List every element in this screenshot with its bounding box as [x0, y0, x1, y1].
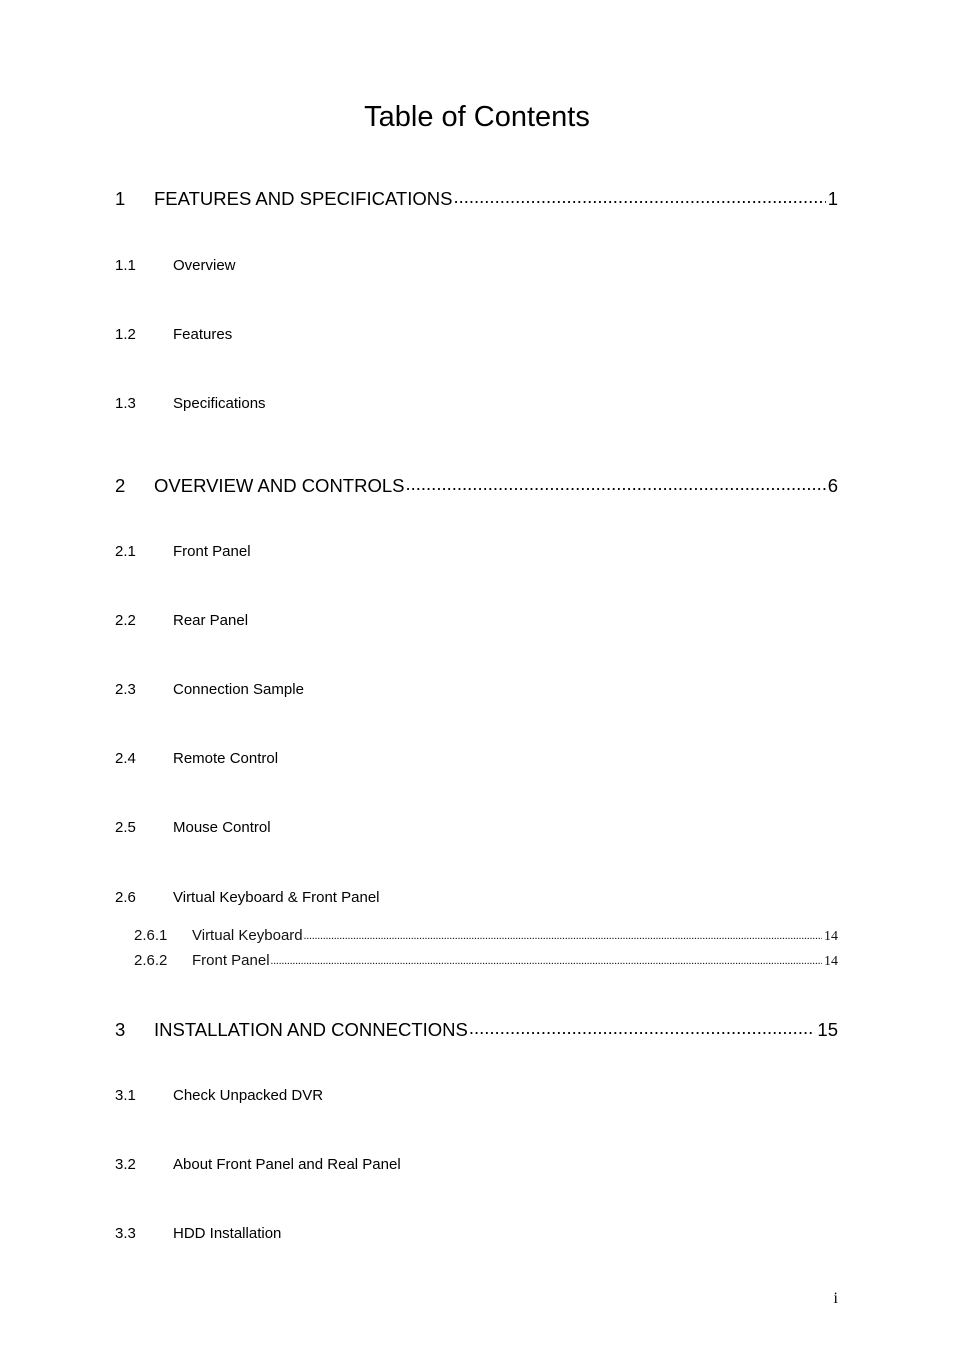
- toc-subsection-2-6-2[interactable]: [134, 951, 838, 971]
- toc-section-1-3[interactable]: [115, 395, 838, 415]
- chapter-number: 1: [115, 187, 126, 209]
- section-number: 3.1: [115, 1087, 136, 1104]
- chapter-page: 1: [827, 187, 838, 209]
- toc-chapter-1[interactable]: [115, 186, 838, 210]
- section-number: 2.5: [115, 819, 136, 836]
- subsection-title: Front Panel: [192, 952, 270, 969]
- subsection-number: 2.6.2: [134, 952, 168, 969]
- section-number: 3.3: [115, 1225, 136, 1242]
- section-number: 2.1: [115, 543, 136, 560]
- section-title: Remote Control: [173, 750, 279, 767]
- toc-section-3-3[interactable]: [115, 1225, 838, 1245]
- section-number: 2.4: [115, 750, 136, 767]
- toc-section-3-2[interactable]: [115, 1156, 838, 1176]
- dot-leader: [453, 186, 825, 205]
- section-title: Front Panel: [173, 543, 251, 560]
- chapter-number: 2: [115, 474, 126, 496]
- section-number: 1.2: [115, 326, 136, 343]
- toc-section-2-6[interactable]: [115, 889, 838, 909]
- chapter-title: FEATURES AND SPECIFICATIONS: [154, 187, 453, 209]
- chapter-title: OVERVIEW AND CONTROLS: [154, 474, 405, 496]
- page-title: Table of Contents: [364, 101, 590, 133]
- subsection-title: Virtual Keyboard: [192, 927, 303, 944]
- section-number: 2.3: [115, 681, 136, 698]
- section-title: Specifications: [173, 395, 266, 412]
- section-title: Connection Sample: [173, 681, 304, 698]
- toc-section-2-4[interactable]: [115, 750, 838, 770]
- section-number: 1.3: [115, 395, 136, 412]
- section-number: 3.2: [115, 1156, 136, 1173]
- toc-section-2-2[interactable]: [115, 612, 838, 632]
- section-number: 2.6: [115, 889, 136, 906]
- section-title: About Front Panel and Real Panel: [173, 1156, 401, 1173]
- footer-page-number: i: [833, 1290, 838, 1307]
- section-title: Rear Panel: [173, 612, 249, 629]
- toc-section-3-1[interactable]: [115, 1087, 838, 1107]
- subsection-page: 14: [824, 929, 838, 944]
- toc-section-2-1[interactable]: [115, 543, 838, 563]
- toc-chapter-2[interactable]: [115, 473, 838, 497]
- section-title: Mouse Control: [173, 819, 271, 836]
- toc-chapter-3[interactable]: [115, 1017, 838, 1041]
- chapter-page: 6: [827, 474, 838, 496]
- section-number: 1.1: [115, 257, 136, 274]
- toc-section-1-2[interactable]: [115, 326, 838, 346]
- section-title: Check Unpacked DVR: [173, 1087, 324, 1104]
- toc-subsection-2-6-1[interactable]: [134, 926, 838, 946]
- dot-leader: [271, 951, 822, 965]
- dot-leader: [304, 926, 822, 940]
- dot-leader: [469, 1017, 816, 1036]
- section-title: Virtual Keyboard & Front Panel: [173, 889, 380, 906]
- section-number: 2.2: [115, 612, 136, 629]
- toc-section-2-3[interactable]: [115, 681, 838, 701]
- section-title: HDD Installation: [173, 1225, 282, 1242]
- chapter-number: 3: [115, 1018, 126, 1040]
- section-title: Features: [173, 326, 233, 343]
- subsection-number: 2.6.1: [134, 927, 168, 944]
- toc-section-2-5[interactable]: [115, 819, 838, 839]
- section-title: Overview: [173, 257, 236, 274]
- chapter-page: 15: [817, 1018, 838, 1040]
- dot-leader: [405, 473, 825, 492]
- subsection-page: 14: [824, 954, 838, 969]
- toc-section-1-1[interactable]: [115, 257, 838, 277]
- chapter-title: INSTALLATION AND CONNECTIONS: [154, 1018, 468, 1040]
